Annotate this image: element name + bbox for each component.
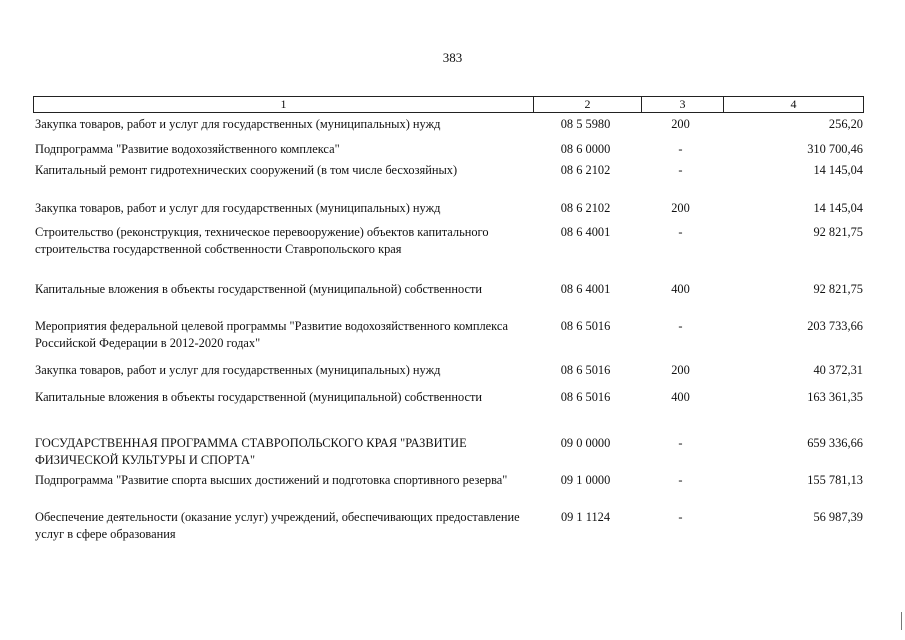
row-code: 09 1 1124 [560,510,611,524]
table-row [35,362,865,389]
page-number: 383 [442,50,463,65]
table-row [35,389,865,435]
table-row [35,200,865,224]
row-type: - [678,142,683,156]
row-type: - [678,473,683,487]
row-type: - [678,163,683,177]
row-type: - [678,510,683,524]
row-name: Закупка товаров, работ и услуг для государственных (муниципальных) нужд [35,201,441,215]
table-body [35,116,865,545]
row-sum: 92 821,75 [813,282,863,296]
row-code: 09 0 0000 [560,436,611,450]
table-row [35,435,865,472]
row-code: 08 6 0000 [560,142,611,156]
row-code: 08 5 5980 [560,117,611,131]
row-sum: 659 336,66 [807,436,863,450]
row-name: Обеспечение деятельности (оказание услуг) учреждений, обеспечивающих предоставление услуг в сфере образования [35,510,520,541]
row-type: 400 [671,390,690,404]
row-name: Строительство (реконструкция, техническое перевооружение) объектов капитального строительства государственной собственности Ставропольского края [35,225,489,256]
row-name: Капитальные вложения в объекты государственной (муниципальной) собственности [35,390,483,404]
row-code: 08 6 4001 [560,282,611,296]
row-sum: 92 821,75 [813,225,863,239]
row-type: 200 [671,201,690,215]
row-sum: 14 145,04 [813,201,863,215]
row-code: 08 6 4001 [560,225,611,239]
row-code: 08 6 2102 [560,163,611,177]
table-row [35,472,865,509]
table-row [35,162,865,200]
table-header [33,96,864,113]
table-row [35,281,865,318]
row-sum: 310 700,46 [807,142,863,156]
row-name: Подпрограмма "Развитие спорта высших достижений и подготовка спортивного резерва" [35,473,508,487]
row-sum: 155 781,13 [807,473,863,487]
row-code: 08 6 5016 [560,363,611,377]
header-col-4: 4 [790,97,797,111]
header-col-3: 3 [642,97,724,112]
row-sum: 163 361,35 [807,390,863,404]
row-type: - [678,319,683,333]
row-sum: 56 987,39 [813,510,863,524]
row-code: 09 1 0000 [560,473,611,487]
row-type: - [678,436,683,450]
row-name: Закупка товаров, работ и услуг для государственных (муниципальных) нужд [35,117,441,131]
table-row [35,141,865,162]
row-name: Подпрограмма "Развитие водохозяйственного комплекса" [35,142,340,156]
row-type: 400 [671,282,690,296]
row-sum: 14 145,04 [813,163,863,177]
row-code: 08 6 2102 [560,201,611,215]
row-code: 08 6 5016 [560,319,611,333]
header-col-1: 1 [34,97,534,112]
table-row [35,318,865,362]
table-row [35,509,865,545]
row-type: - [678,225,683,239]
row-name: Мероприятия федеральной целевой программы "Развитие водохозяйственного комплекса Российской Федерации в 2012-2020 годах" [35,319,508,350]
table-row [35,224,865,281]
row-name: Закупка товаров, работ и услуг для государственных (муниципальных) нужд [35,363,441,377]
row-name: Капитальный ремонт гидротехнических сооружений (в том числе бесхозяйных) [35,163,458,177]
row-type: 200 [671,363,690,377]
table-row [35,116,865,136]
row-name: ГОСУДАРСТВЕННАЯ ПРОГРАММА СТАВРОПОЛЬСКОГО КРАЯ "РАЗВИТИЕ ФИЗИЧЕСКОЙ КУЛЬТУРЫ И СПОРТА" [35,436,467,467]
row-type: 200 [671,117,690,131]
row-sum: 40 372,31 [813,363,863,377]
header-col-2: 2 [534,97,642,112]
scan-edge-mark [901,612,902,630]
row-name: Капитальные вложения в объекты государственной (муниципальной) собственности [35,282,483,296]
row-sum: 203 733,66 [807,319,863,333]
row-sum: 256,20 [828,117,863,131]
row-code: 08 6 5016 [560,390,611,404]
